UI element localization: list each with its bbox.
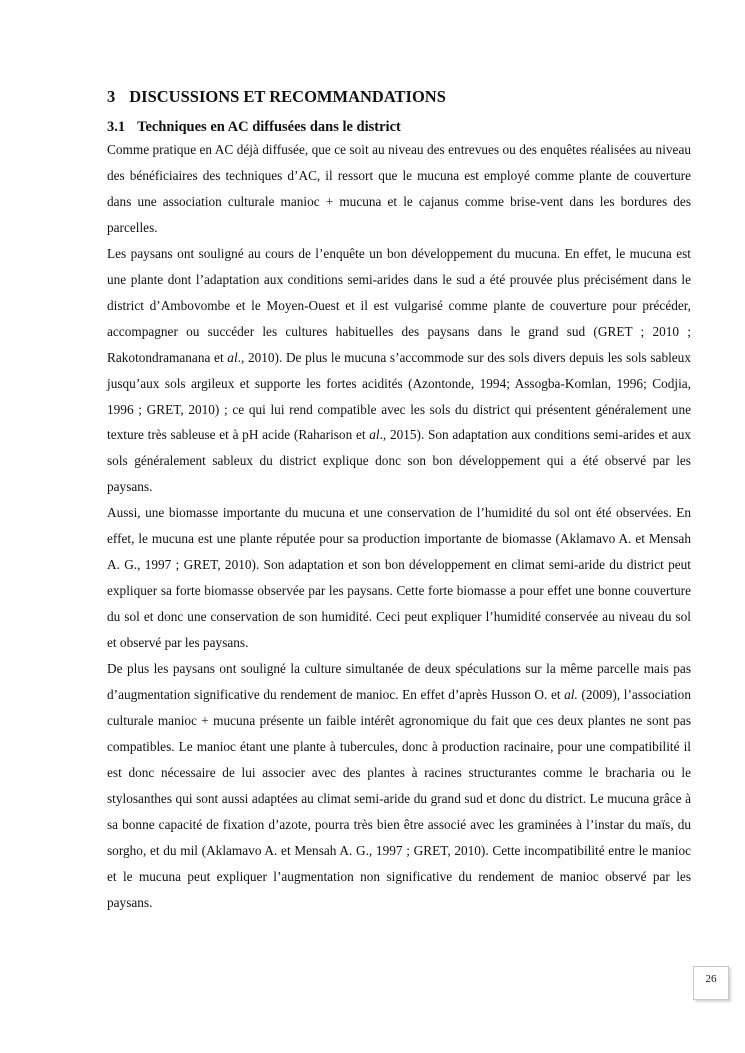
italic-text: al.: [564, 687, 578, 703]
paragraph: Aussi, une biomasse importante du mucuna et une conservation de l’humidité du sol ont été observées. En effet, le mucuna est une plante réputée pour sa production importante de biomasse (Aklamavo A. et Mensah A. G., 1997 ; GRET, 2010). Son adaptation et son bon développement en climat semi-aride du district peut expliquer sa forte biomasse observée par les paysans. Cette forte biomasse a pour effet une bonne couverture du sol et donc une conservation de son humidité. Ceci peut expliquer l’humidité conservée au niveau du sol et observé par les paysans.: [107, 505, 691, 651]
italic-text: al: [369, 427, 380, 443]
page-number: 26: [705, 973, 717, 985]
section-number: 3: [107, 87, 116, 106]
subsection-heading: [107, 117, 691, 137]
page-content: [107, 86, 691, 916]
paragraph: Les paysans ont souligné au cours de l’enquête un bon développement du mucuna. En effet, le mucuna est une plante dont l’adaptation aux conditions semi-arides dans le sud a été prouvée plus précisément dans le district d’Ambovombe et le Moyen-Ouest et il est vulgarisé comme plante de couverture pour précéder, accompagner ou succéder les cultures habituelles des paysans dans le grand sud (GRET ; 2010 ; Rakotondramanana et al., 2010). De plus le mucuna s’accommode sur des sols divers depuis les sols sableux jusqu’aux sols argileux et supporte les fortes acidités (Azontonde, 1994; Assogba-Komlan, 1996; Codjia, 1996 ; GRET, 2010) ; ce qui lui rend compatible avec les sols du district qui présentent généralement une texture très sableuse et à pH acide (Raharison et al., 2015). Son adaptation aux conditions semi-arides et aux sols généralement sableux du district explique donc son bon développement qui a été observé par les paysans.: [107, 245, 691, 495]
subsection-number: 3.1: [107, 119, 126, 135]
section-heading: [107, 86, 691, 108]
section-title: DISCUSSIONS ET RECOMMANDATIONS: [129, 87, 446, 106]
page-number-box: [693, 966, 729, 1000]
paragraph: De plus les paysans ont souligné la culture simultanée de deux spéculations sur la même parcelle mais pas d’augmentation significative du rendement de manioc. En effet d’après Husson O. et al. (2009), l’association culturale manioc + mucuna présente un faible intérêt agronomique du fait que ces deux plantes ne sont pas compatibles. Le manioc étant une plante à tubercules, donc à production racinaire, pour une compatibilité il est donc nécessaire de lui associer avec des plantes à racines structurantes comme le bracharia ou le stylosanthes qui sont aussi adaptées au climat semi-aride du grand sud et donc du district. Le mucuna grâce à sa bonne capacité de fixation d’azote, pourra très bien être associé avec les graminées à l’instar du maïs, du sorgho, et du mil (Aklamavo A. et Mensah A. G., 1997 ; GRET, 2010). Cette incompatibilité entre le manioc et le mucuna peut expliquer l’augmentation non significative du rendement de manioc observé par les paysans.: [107, 661, 691, 910]
subsection-title: Techniques en AC diffusées dans le district: [137, 119, 401, 135]
italic-text: al: [227, 349, 238, 365]
body-text: [107, 137, 691, 916]
paragraph: Comme pratique en AC déjà diffusée, que ce soit au niveau des entrevues ou des enquêtes réalisées au niveau des bénéficiaires des techniques d’AC, il ressort que le mucuna est employé comme plante de couverture dans une association culturale manioc + mucuna et le cajanus comme brise-vent dans les bordures des parcelles.: [107, 142, 691, 235]
